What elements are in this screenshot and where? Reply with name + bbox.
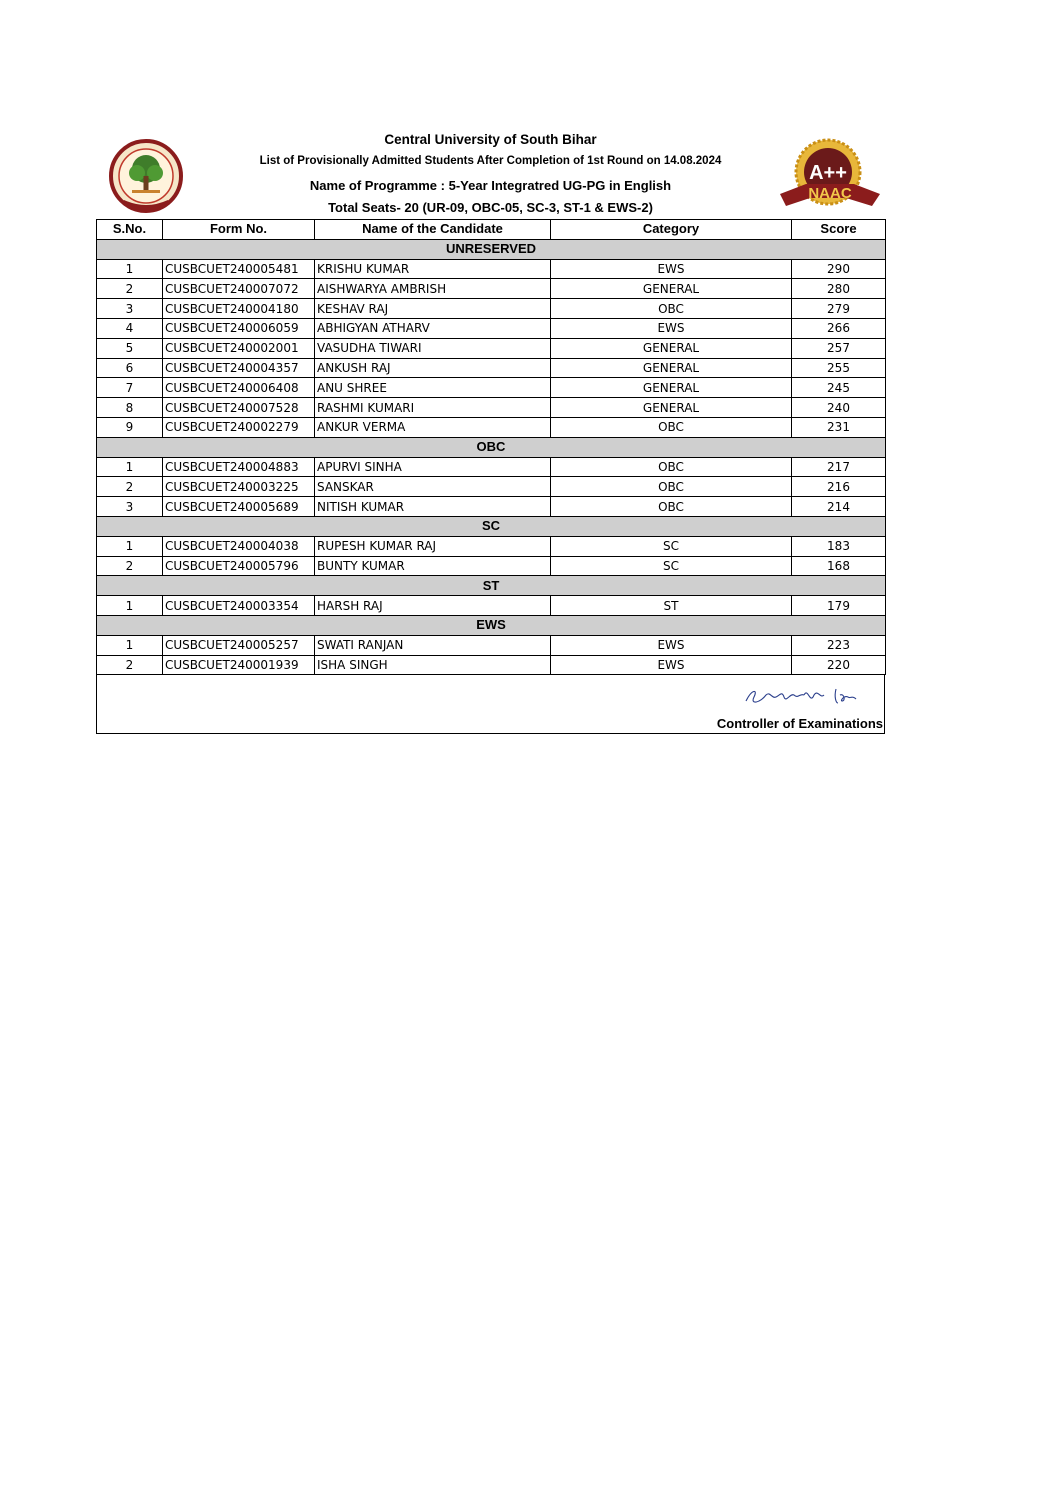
cell-category: EWS bbox=[551, 655, 792, 675]
cell-score: 168 bbox=[792, 556, 886, 576]
cell-category: GENERAL bbox=[551, 338, 792, 358]
cell-score: 280 bbox=[792, 279, 886, 299]
cell-form-no: CUSBCUET240006408 bbox=[163, 378, 315, 398]
naac-grade: A++ bbox=[809, 162, 847, 184]
total-seats: Total Seats- 20 (UR-09, OBC-05, SC-3, ST-1 & EWS-2) bbox=[328, 200, 653, 215]
cell-sno: 1 bbox=[97, 259, 163, 279]
cell-sno: 4 bbox=[97, 318, 163, 338]
section-title: UNRESERVED bbox=[97, 239, 886, 259]
cell-category: OBC bbox=[551, 299, 792, 319]
cell-form-no: CUSBCUET240007528 bbox=[163, 398, 315, 418]
cell-sno: 2 bbox=[97, 279, 163, 299]
section-header-row bbox=[97, 516, 886, 536]
cell-category: OBC bbox=[551, 417, 792, 437]
cell-sno: 2 bbox=[97, 655, 163, 675]
column-header-sno: S.No. bbox=[97, 220, 163, 240]
cell-candidate-name: APURVI SINHA bbox=[315, 457, 551, 477]
section-header-row bbox=[97, 615, 886, 635]
cell-candidate-name: SANSKAR bbox=[315, 477, 551, 497]
handwritten-signature-icon bbox=[744, 683, 864, 709]
cell-form-no: CUSBCUET240001939 bbox=[163, 655, 315, 675]
table-row bbox=[97, 338, 886, 358]
cell-sno: 9 bbox=[97, 417, 163, 437]
cell-form-no: CUSBCUET240004883 bbox=[163, 457, 315, 477]
cell-form-no: CUSBCUET240005796 bbox=[163, 556, 315, 576]
cell-score: 240 bbox=[792, 398, 886, 418]
cell-score: 255 bbox=[792, 358, 886, 378]
cell-candidate-name: SWATI RANJAN bbox=[315, 635, 551, 655]
cell-sno: 6 bbox=[97, 358, 163, 378]
programme-name: Name of Programme : 5-Year Integratred UG-PG in English bbox=[309, 178, 672, 193]
cell-candidate-name: VASUDHA TIWARI bbox=[315, 338, 551, 358]
cell-sno: 2 bbox=[97, 477, 163, 497]
section-header-row bbox=[97, 239, 886, 259]
table-row bbox=[97, 596, 886, 616]
cell-form-no: CUSBCUET240004038 bbox=[163, 536, 315, 556]
table-row bbox=[97, 477, 886, 497]
section-title: OBC bbox=[97, 437, 886, 457]
table-row bbox=[97, 279, 886, 299]
table-row bbox=[97, 556, 886, 576]
cell-form-no: CUSBCUET240004180 bbox=[163, 299, 315, 319]
column-header-score: Score bbox=[792, 220, 886, 240]
column-header-candidate-name: Name of the Candidate bbox=[315, 220, 551, 240]
cell-category: SC bbox=[551, 556, 792, 576]
section-title: ST bbox=[97, 576, 886, 596]
cell-category: OBC bbox=[551, 497, 792, 517]
cell-category: GENERAL bbox=[551, 279, 792, 299]
cell-category: EWS bbox=[551, 259, 792, 279]
cell-form-no: CUSBCUET240007072 bbox=[163, 279, 315, 299]
cell-candidate-name: AISHWARYA AMBRISH bbox=[315, 279, 551, 299]
cell-category: GENERAL bbox=[551, 358, 792, 378]
section-title: SC bbox=[97, 516, 886, 536]
naac-seal-icon bbox=[776, 134, 884, 216]
cell-candidate-name: ANU SHREE bbox=[315, 378, 551, 398]
table-row bbox=[97, 655, 886, 675]
cell-form-no: CUSBCUET240002001 bbox=[163, 338, 315, 358]
cell-score: 231 bbox=[792, 417, 886, 437]
table-header-row bbox=[97, 220, 886, 240]
table-row bbox=[97, 318, 886, 338]
table-row bbox=[97, 259, 886, 279]
cell-sno: 1 bbox=[97, 536, 163, 556]
table-row bbox=[97, 299, 886, 319]
cell-form-no: CUSBCUET240003225 bbox=[163, 477, 315, 497]
signature-block bbox=[96, 675, 885, 734]
table-body bbox=[97, 239, 886, 675]
cell-sno: 1 bbox=[97, 457, 163, 477]
cell-candidate-name: KESHAV RAJ bbox=[315, 299, 551, 319]
section-header-row bbox=[97, 576, 886, 596]
cell-category: GENERAL bbox=[551, 378, 792, 398]
cell-score: 179 bbox=[792, 596, 886, 616]
cell-sno: 3 bbox=[97, 299, 163, 319]
table-row bbox=[97, 457, 886, 477]
cell-score: 214 bbox=[792, 497, 886, 517]
university-name: Central University of South Bihar bbox=[384, 132, 597, 147]
cell-form-no: CUSBCUET240002279 bbox=[163, 417, 315, 437]
cell-score: 220 bbox=[792, 655, 886, 675]
cell-form-no: CUSBCUET240005689 bbox=[163, 497, 315, 517]
cell-category: EWS bbox=[551, 318, 792, 338]
table-row bbox=[97, 398, 886, 418]
cell-score: 266 bbox=[792, 318, 886, 338]
table-row bbox=[97, 635, 886, 655]
cell-sno: 7 bbox=[97, 378, 163, 398]
cell-candidate-name: ABHIGYAN ATHARV bbox=[315, 318, 551, 338]
table-row bbox=[97, 536, 886, 556]
list-title: List of Provisionally Admitted Students After Completion of 1st Round on 14.08.2024 bbox=[259, 155, 722, 167]
table-row bbox=[97, 417, 886, 437]
cell-candidate-name: BUNTY KUMAR bbox=[315, 556, 551, 576]
cell-category: OBC bbox=[551, 477, 792, 497]
cell-candidate-name: RASHMI KUMARI bbox=[315, 398, 551, 418]
table-row bbox=[97, 497, 886, 517]
cell-candidate-name: ANKUSH RAJ bbox=[315, 358, 551, 378]
cell-form-no: CUSBCUET240005481 bbox=[163, 259, 315, 279]
signatory-title: Controller of Examinations bbox=[716, 716, 883, 731]
cell-score: 223 bbox=[792, 635, 886, 655]
cell-sno: 5 bbox=[97, 338, 163, 358]
cell-sno: 1 bbox=[97, 635, 163, 655]
section-header-row bbox=[97, 437, 886, 457]
cell-form-no: CUSBCUET240003354 bbox=[163, 596, 315, 616]
document-header bbox=[96, 128, 885, 220]
cell-form-no: CUSBCUET240006059 bbox=[163, 318, 315, 338]
cell-form-no: CUSBCUET240005257 bbox=[163, 635, 315, 655]
admission-list-table bbox=[96, 219, 886, 675]
cell-sno: 8 bbox=[97, 398, 163, 418]
cell-score: 245 bbox=[792, 378, 886, 398]
cell-category: GENERAL bbox=[551, 398, 792, 418]
column-header-category: Category bbox=[551, 220, 792, 240]
cell-category: ST bbox=[551, 596, 792, 616]
cell-score: 290 bbox=[792, 259, 886, 279]
cell-candidate-name: KRISHU KUMAR bbox=[315, 259, 551, 279]
cell-score: 217 bbox=[792, 457, 886, 477]
cell-sno: 1 bbox=[97, 596, 163, 616]
cell-sno: 3 bbox=[97, 497, 163, 517]
cell-candidate-name: ISHA SINGH bbox=[315, 655, 551, 675]
cell-sno: 2 bbox=[97, 556, 163, 576]
cell-candidate-name: RUPESH KUMAR RAJ bbox=[315, 536, 551, 556]
column-header-form-no: Form No. bbox=[163, 220, 315, 240]
cell-category: SC bbox=[551, 536, 792, 556]
table-row bbox=[97, 358, 886, 378]
cell-candidate-name: HARSH RAJ bbox=[315, 596, 551, 616]
cell-score: 183 bbox=[792, 536, 886, 556]
cell-candidate-name: ANKUR VERMA bbox=[315, 417, 551, 437]
naac-label: NAAC bbox=[808, 185, 852, 202]
cell-category: OBC bbox=[551, 457, 792, 477]
section-title: EWS bbox=[97, 615, 886, 635]
cell-score: 216 bbox=[792, 477, 886, 497]
cell-candidate-name: NITISH KUMAR bbox=[315, 497, 551, 517]
cell-score: 279 bbox=[792, 299, 886, 319]
cell-score: 257 bbox=[792, 338, 886, 358]
cell-form-no: CUSBCUET240004357 bbox=[163, 358, 315, 378]
cell-category: EWS bbox=[551, 635, 792, 655]
table-row bbox=[97, 378, 886, 398]
